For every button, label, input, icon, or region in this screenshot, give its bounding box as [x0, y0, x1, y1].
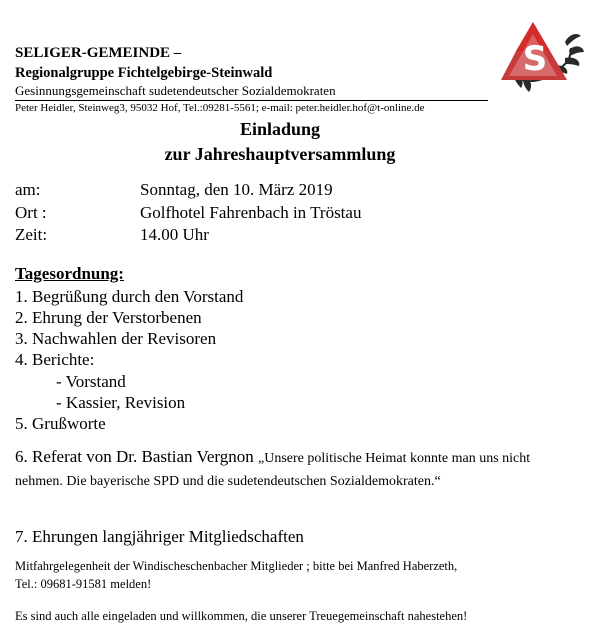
location-label: Ort : [15, 203, 47, 222]
date-label: am: [15, 180, 41, 199]
agenda-subitem: - Kassier, Revision [56, 393, 186, 412]
time-label: Zeit: [15, 225, 48, 244]
agenda-heading: Tagesordnung: [15, 264, 124, 283]
welcome-note: Es sind auch alle eingeladen und willkommen, die unserer Treuegemeinschaft nahestehen! [15, 609, 468, 623]
ride-share-phone: Tel.: 09681-91581 melden! [15, 577, 152, 591]
agenda-item-honors: 7. Ehrungen langjähriger Mitgliedschaften [15, 527, 304, 546]
lecture-speaker: 6. Referat von Dr. Bastian Vergnon [15, 447, 258, 466]
date-value: Sonntag, den 10. März 2019 [140, 180, 333, 199]
regional-group: Regionalgruppe Fichtelgebirge-Steinwald [15, 65, 273, 81]
lecture-title: „Unsere politische Heimat konnte man uns nicht nehmen. Die bayerische SPD und die sudetendeutschen Sozialdemokraten.“ [15, 451, 531, 489]
organization-name: SELIGER-GEMEINDE – [15, 45, 182, 61]
agenda-item-lecture [15, 446, 545, 492]
organization-subtitle: Gesinnungsgemeinschaft sudetendeutscher Sozialdemokraten [15, 83, 336, 98]
agenda-subitem: - Vorstand [56, 372, 126, 391]
document-subtitle: zur Jahreshauptversammlung [164, 144, 396, 164]
time-value: 14.00 Uhr [140, 225, 209, 244]
contact-line: Peter Heidler, Steinweg3, 95032 Hof, Tel.:09281-5561; e-mail: peter.heidler.hof@t-online.de [15, 102, 425, 114]
agenda-item: 3. Nachwahlen der Revisoren [15, 329, 217, 348]
agenda-item: 2. Ehrung der Verstorbenen [15, 308, 202, 327]
seliger-gemeinde-logo [495, 4, 585, 104]
ride-share-note: Mitfahrgelegenheit der Windischeschenbacher Mitglieder ; bitte bei Manfred Haberzeth, [15, 559, 458, 573]
agenda-item: 4. Berichte: [15, 350, 95, 369]
agenda-item: 5. Grußworte [15, 414, 106, 433]
header-divider [15, 100, 488, 101]
document-title: Einladung [239, 119, 321, 139]
agenda-item: 1. Begrüßung durch den Vorstand [15, 287, 244, 306]
logo-letter: S [522, 39, 548, 79]
location-value: Golfhotel Fahrenbach in Tröstau [140, 203, 362, 222]
